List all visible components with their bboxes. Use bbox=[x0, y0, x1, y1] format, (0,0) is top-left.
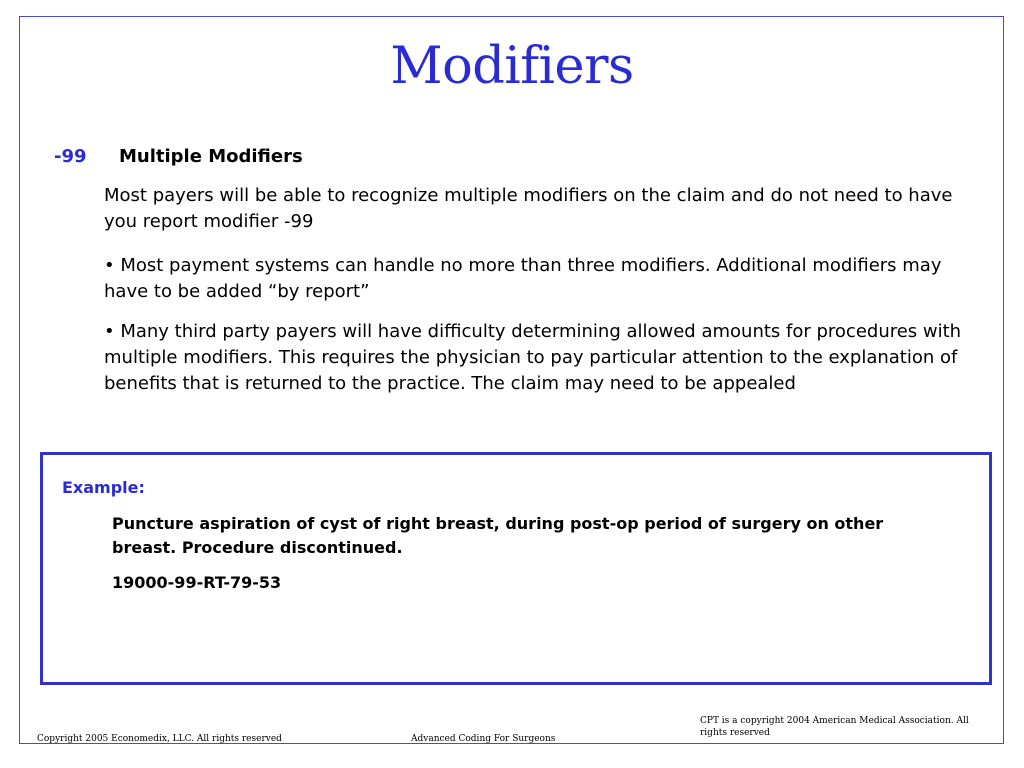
slide-title: Modifiers bbox=[390, 37, 634, 96]
bullet-third-party-payers: • Many third party payers will have difficulty determining allowed amounts for procedures with multiple modifiers. This requires the physician to pay particular attention to the explanation of benefits that is returned to the practice. The claim may need to be appealed bbox=[104, 321, 962, 394]
example-code: 19000-99-RT-79-53 bbox=[112, 573, 282, 592]
example-box bbox=[40, 452, 992, 685]
example-description: Puncture aspiration of cyst of right breast, during post-op period of surgery on other breast. Procedure discontinued. bbox=[112, 514, 884, 557]
footer-cpt-notice: CPT is a copyright 2004 American Medical Association. All rights reserved bbox=[700, 716, 969, 738]
modifier-heading: Multiple Modifiers bbox=[119, 146, 303, 167]
bullet-payment-systems: • Most payment systems can handle no more than three modifiers. Additional modifiers may have to be added “by report” bbox=[104, 255, 942, 302]
example-label: Example: bbox=[62, 478, 145, 497]
footer-copyright: Copyright 2005 Economedix, LLC. All rights reserved bbox=[37, 734, 282, 744]
paragraph-recognize: Most payers will be able to recognize multiple modifiers on the claim and do not need to have you report modifier -99 bbox=[104, 185, 953, 232]
modifier-code: -99 bbox=[54, 146, 87, 167]
footer-course-title: Advanced Coding For Surgeons bbox=[411, 734, 556, 744]
